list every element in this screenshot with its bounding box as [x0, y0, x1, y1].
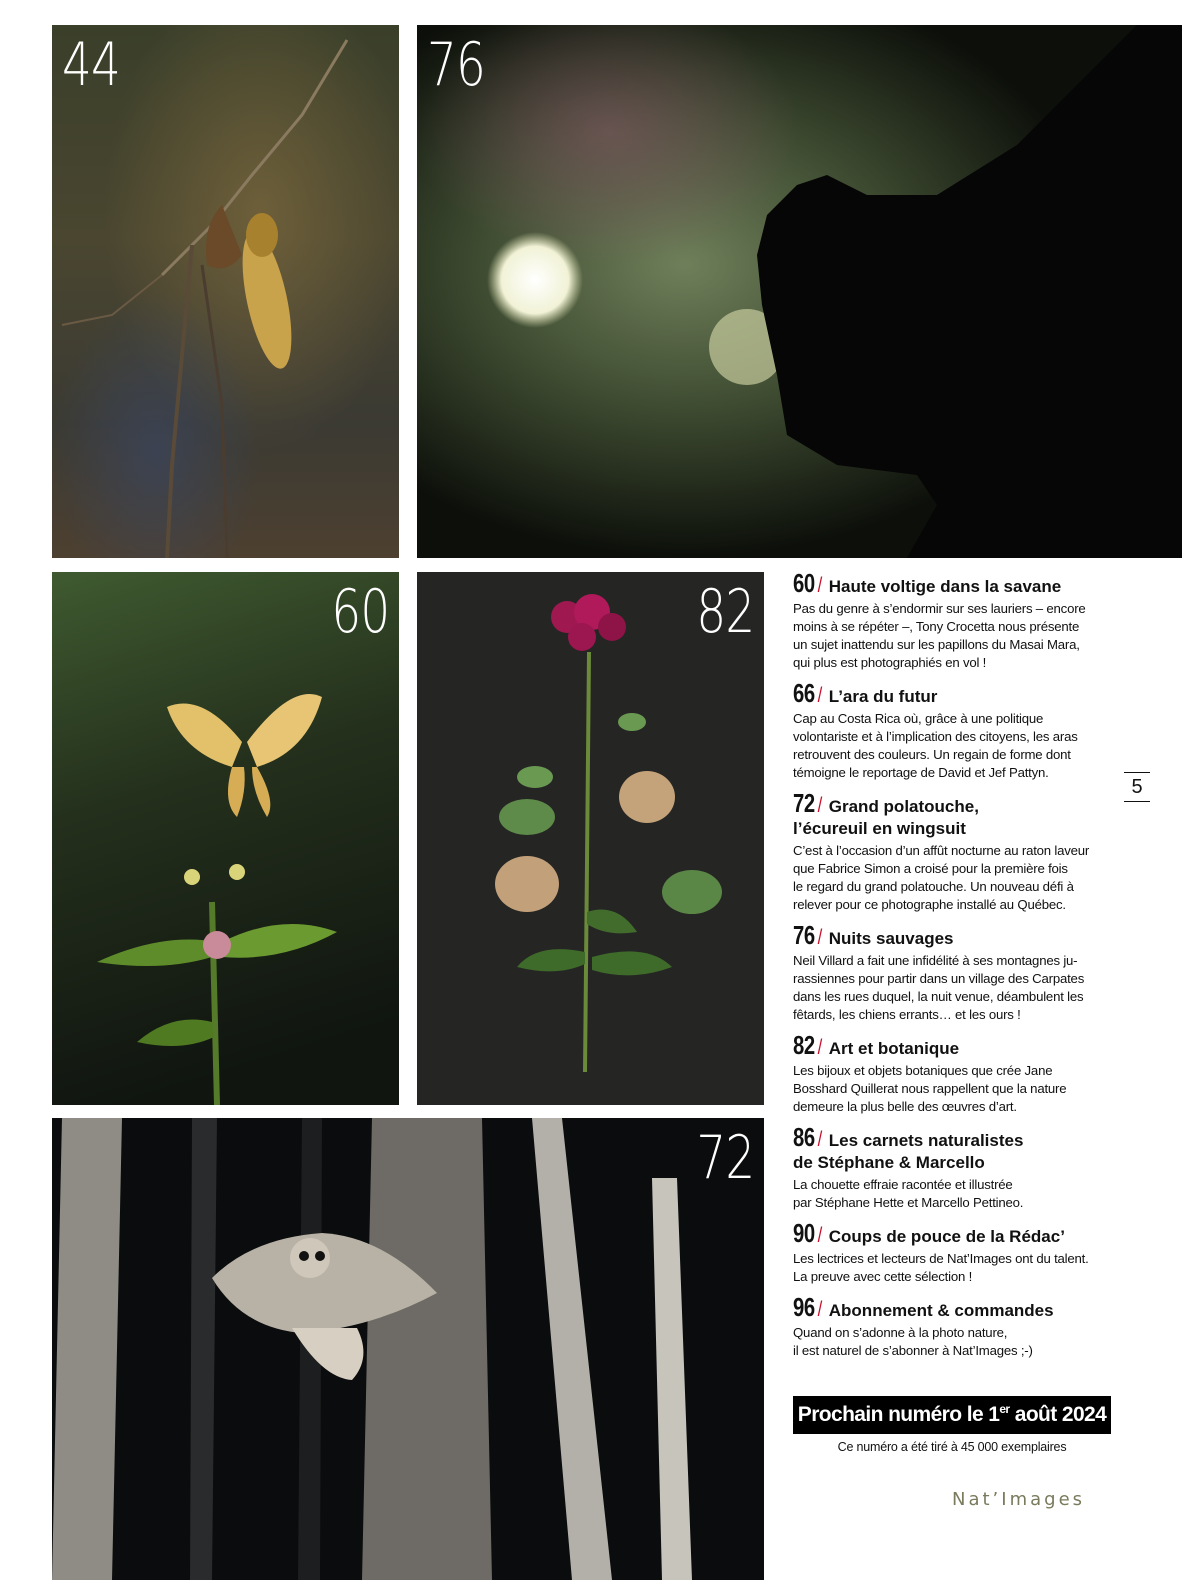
- toc-title-line: Abonnement & commandes: [828, 1300, 1054, 1320]
- toc-title: [829, 928, 954, 950]
- toc-page-number: 76: [793, 919, 815, 950]
- toc-title: [829, 686, 938, 708]
- toc-description-line: rassiennes pour partir dans un village des Carpates: [793, 970, 1085, 986]
- toc-description-line: retrouvent des couleurs. Un regain de forme dont: [793, 747, 1071, 762]
- toc-title-line: Les carnets naturalistes: [828, 1130, 1024, 1150]
- toc-description-line: fêtards, les chiens errants… et les ours !: [793, 1006, 1021, 1022]
- toc-entry[interactable]: [793, 1029, 1123, 1116]
- toc-entry[interactable]: [793, 1291, 1123, 1360]
- toc-title-line2: de Stéphane & Marcello: [793, 1152, 985, 1172]
- toc-slash-divider: /: [817, 574, 823, 597]
- photo-squirrel: [52, 1118, 764, 1580]
- toc-description-line: que Fabrice Simon a croisé pour la première fois: [793, 860, 1068, 876]
- toc-title-line: L’ara du futur: [828, 687, 938, 706]
- next-issue-prefix: Prochain numéro le 1: [797, 1403, 1000, 1426]
- brand-logo-text: Nat’Images: [952, 1489, 1086, 1510]
- toc-description-line: dans les rues duquel, la nuit venue, déambulent les: [793, 988, 1084, 1004]
- toc-description-line: Bosshard Quillerat nous rappellent que la nature: [793, 1080, 1067, 1096]
- photo-butterfly: [52, 572, 399, 1105]
- cicada-image: [52, 25, 399, 558]
- toc-page-number: 66: [793, 678, 815, 708]
- toc-description-line: La chouette effraie racontée et illustrée: [793, 1176, 1013, 1192]
- print-run-note: Ce numéro a été tiré à 45 000 exemplaires: [837, 1440, 1067, 1454]
- toc-description-line: relever pour ce photographe installé au Québec.: [793, 896, 1066, 912]
- next-issue-suffix: août 2024: [1009, 1403, 1107, 1426]
- toc-entry-head: [793, 680, 1123, 708]
- toc-description-line: Pas du genre à s’endormir sur ses lauriers – encore: [793, 601, 1086, 616]
- toc-description-line: il est naturel de s’abonner à Nat’Images ;-): [793, 1342, 1033, 1358]
- toc-description-line: La preuve avec cette sélection !: [793, 1268, 973, 1284]
- toc-description-line: par Stéphane Hette et Marcello Pettineo.: [793, 1194, 1024, 1210]
- toc-entry-head: [793, 1217, 1123, 1248]
- toc-description-line: le regard du grand polatouche. Un nouveau défi à: [793, 878, 1074, 894]
- toc-slash-divider: /: [817, 925, 823, 949]
- toc-title-line: Coups de pouce de la Rédac’: [828, 1226, 1065, 1246]
- toc-entry[interactable]: [793, 1121, 1123, 1212]
- toc-slash-divider: /: [817, 794, 823, 817]
- toc-title: [829, 1226, 1065, 1248]
- next-issue-banner: [793, 1396, 1111, 1434]
- photo-cicada: [52, 25, 399, 558]
- toc-description: [793, 1176, 1123, 1212]
- bear-image: [417, 25, 1182, 558]
- toc-description: [793, 1062, 1123, 1116]
- butterfly-image: [52, 572, 399, 1105]
- toc-description-line: Neil Villard a fait une infidélité à ses montagnes ju-: [793, 952, 1078, 968]
- toc-slash-divider: /: [817, 684, 823, 707]
- toc-entry[interactable]: [793, 790, 1123, 914]
- page-number-label: 60: [330, 577, 389, 647]
- toc-entry-head: [793, 919, 1123, 950]
- toc-title-line: Haute voltige dans la savane: [828, 577, 1062, 596]
- toc-entry-head: [793, 1029, 1123, 1060]
- toc-title-line: Art et botanique: [828, 1038, 960, 1058]
- botanical-image: [417, 572, 764, 1105]
- toc-description: [793, 952, 1123, 1024]
- page-folio: 5: [1124, 772, 1150, 802]
- toc-description-line: témoigne le reportage de David et Jef Pattyn.: [793, 765, 1049, 780]
- toc-description-line: Les bijoux et objets botaniques que crée Jane: [793, 1062, 1053, 1078]
- toc-description: [793, 600, 1123, 672]
- toc-page-number: 82: [793, 1029, 815, 1060]
- toc-page-number: 86: [793, 1121, 815, 1152]
- photo-botanical: [417, 572, 764, 1105]
- toc-slash-divider: /: [817, 1297, 823, 1321]
- toc-entry[interactable]: [793, 680, 1123, 782]
- toc-title: [829, 1300, 1054, 1322]
- toc-title: [829, 1038, 959, 1060]
- table-of-contents: [793, 570, 1123, 1368]
- toc-entry-head: [793, 570, 1123, 598]
- toc-description-line: un sujet inattendu sur les papillons du Masai Mara,: [793, 637, 1080, 652]
- toc-entry[interactable]: [793, 919, 1123, 1024]
- toc-description-line: Cap au Costa Rica où, grâce à une politique: [793, 711, 1044, 726]
- toc-description: [793, 1250, 1123, 1286]
- toc-page-number: 90: [793, 1217, 815, 1248]
- page-number-label: 82: [695, 577, 754, 647]
- page-number-label: 44: [62, 30, 121, 100]
- toc-description: [793, 842, 1123, 914]
- toc-title: [829, 1130, 1024, 1152]
- toc-title: [829, 576, 1061, 598]
- toc-description-line: qui plus est photographiés en vol !: [793, 655, 987, 670]
- toc-title: [829, 796, 979, 818]
- toc-description-line: C’est à l’occasion d’un affût nocturne au raton laveur: [793, 842, 1090, 858]
- toc-description-line: Les lectrices et lecteurs de Nat’Images ont du talent.: [793, 1250, 1089, 1266]
- toc-description: [793, 710, 1123, 782]
- page-number-label: 76: [427, 30, 486, 100]
- toc-page-number: 72: [793, 788, 815, 818]
- toc-page-number: 96: [793, 1291, 815, 1322]
- squirrel-image: [52, 1118, 764, 1580]
- toc-entry[interactable]: [793, 1217, 1123, 1286]
- toc-entry-head: [793, 1121, 1123, 1152]
- toc-description: [793, 1324, 1123, 1360]
- next-issue-sup: er: [999, 1402, 1010, 1416]
- toc-title-line: Nuits sauvages: [828, 928, 954, 948]
- toc-entry-head: [793, 1291, 1123, 1322]
- toc-title-line: Grand polatouche,: [828, 797, 979, 816]
- toc-description-line: volontariste et à l’implication des citoyens, les aras: [793, 729, 1078, 744]
- toc-entry-head: [793, 790, 1123, 818]
- toc-description-line: demeure la plus belle des œuvres d’art.: [793, 1098, 1017, 1114]
- toc-slash-divider: /: [817, 1223, 823, 1247]
- toc-description-line: Quand on s’adonne à la photo nature,: [793, 1324, 1008, 1340]
- toc-slash-divider: /: [817, 1127, 823, 1151]
- toc-description-line: moins à se répéter –, Tony Crocetta nous présente: [793, 619, 1080, 634]
- toc-page-number: 60: [793, 568, 815, 598]
- toc-slash-divider: /: [817, 1035, 823, 1059]
- toc-entry[interactable]: [793, 570, 1123, 672]
- toc-title-line2: l’écureuil en wingsuit: [793, 819, 966, 838]
- photo-bear: [417, 25, 1182, 558]
- page-number-label: 72: [695, 1123, 754, 1193]
